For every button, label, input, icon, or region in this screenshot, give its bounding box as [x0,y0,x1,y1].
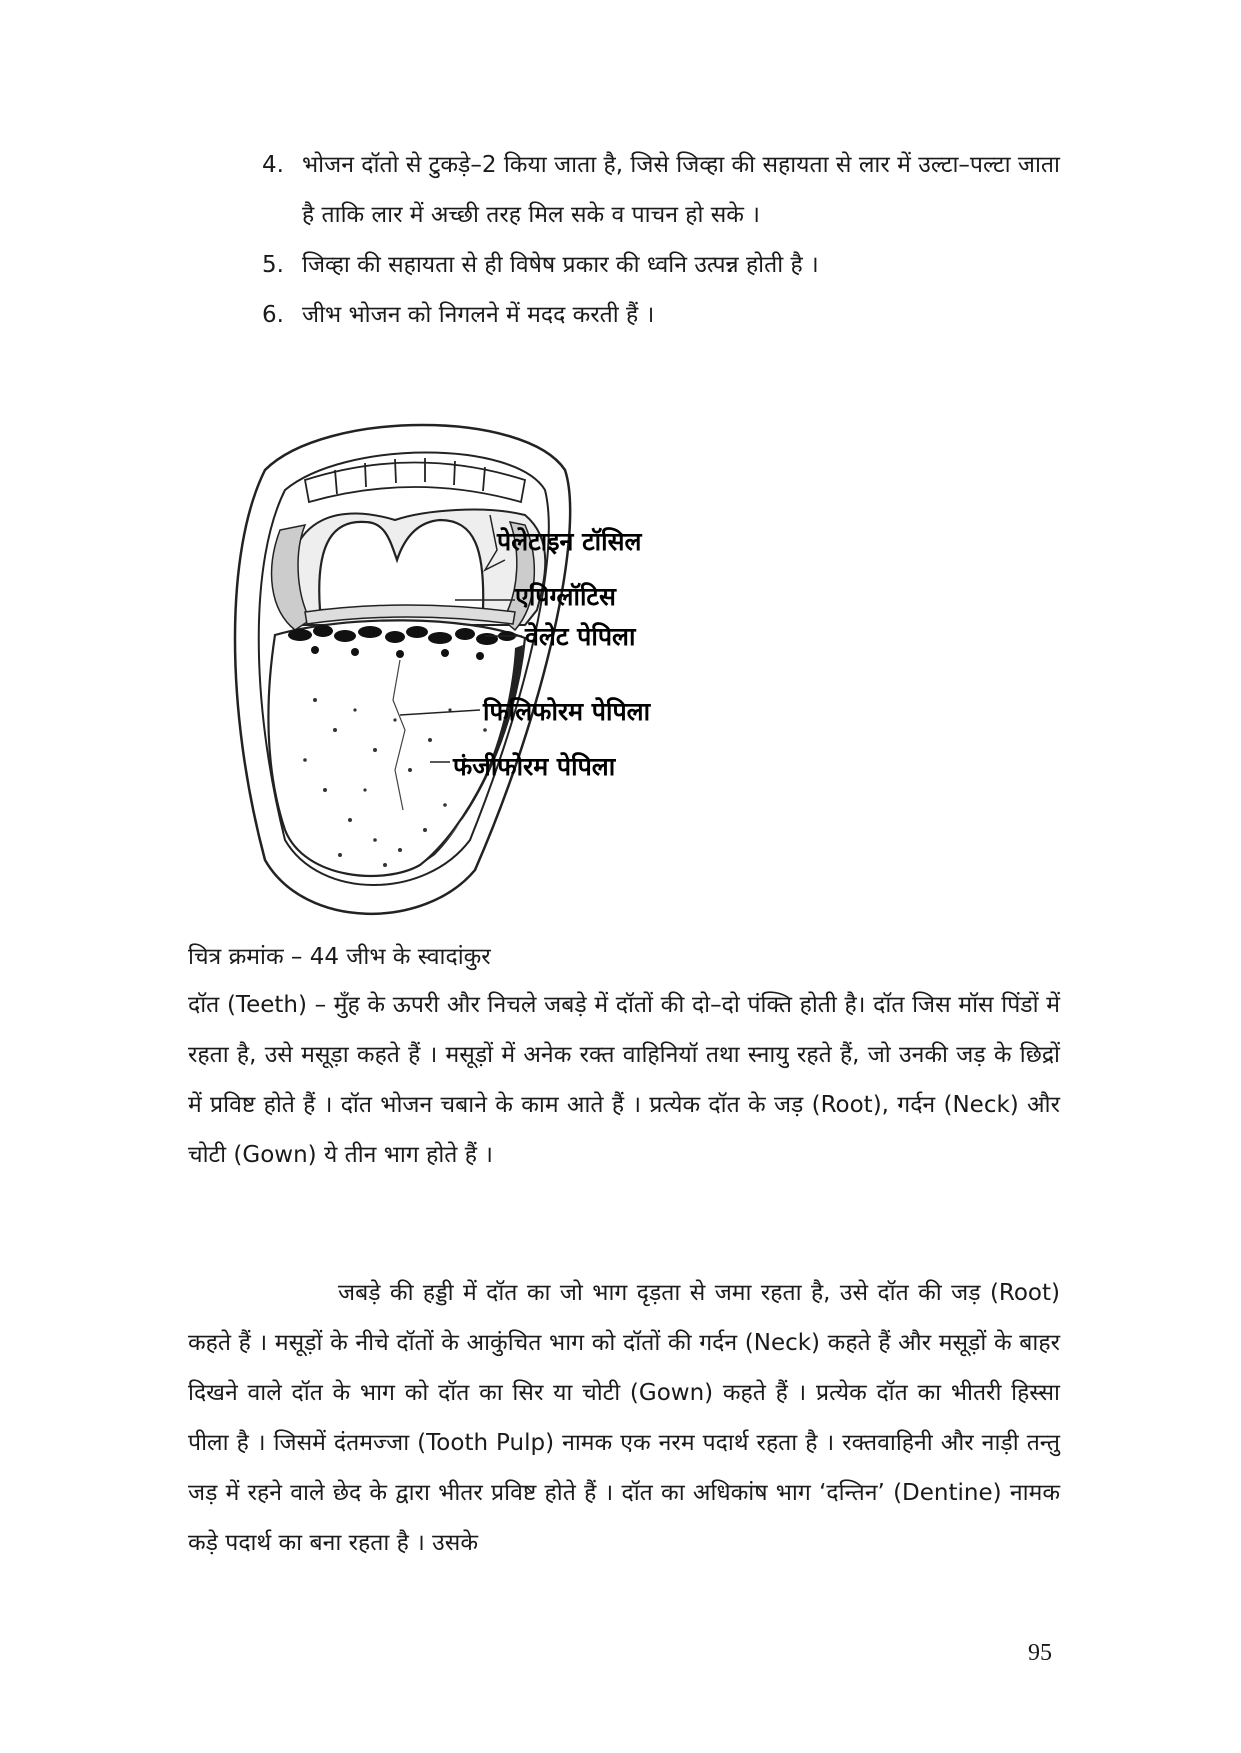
label-epiglottis: एपिग्लॉटिस [515,582,616,611]
list-item [262,140,1060,240]
tongue [268,620,525,876]
list-item [262,240,1060,290]
label-vallate-papilla: वेलेट पेपिला [525,622,636,651]
tongue-diagram [225,410,785,940]
label-filiform-papilla: फिलिफोरम पेपिला [483,697,651,726]
paragraph-teeth: दॉत (Teeth) – मुँह के ऊपरी और निचले जबड़े में दॉतों की दो–दो पंक्ति होती है। दॉत जिस मॉस पिंडों में रहता है, उसे मसूड़ा कहते हैं । मसूड़ों में अनेक रक्त वाहिनियॉ तथा स्नायु रहते हैं, जो उनकी जड़ के छिद्रों में प्रविष्ट होते हैं । दॉत भोजन चबाने के काम आते हैं । प्रत्येक दॉत के जड़ (Root), गर्दन (Neck) और चोटी (Gown) ये तीन भाग होते हैं । [188,992,1060,1168]
paragraph-root: जबड़े की हड्डी में दॉत का जो भाग दृड़ता से जमा रहता है, उसे दॉत की जड़ (Root) कहते हैं । मसूड़ों के नीचे दॉतों के आकुंचित भाग को दॉतों की गर्दन (Neck) कहते हैं और मसूड़ों के बाहर दिखने वाले दॉत के भाग को दॉत का सिर या चोटी (Gown) कहते हैं । प्रत्येक दॉत का भीतरी हिस्सा पीला है । जिसमें दंतमज्जा (Tooth Pulp) नामक एक नरम पदार्थ रहता है । रक्तवाहिनी और नाड़ी तन्तु जड़ में रहने वाले छेद के द्वारा भीतर प्रविष्ट होते हैं । दॉत का अधिकांष भाग ‘दन्तिन’ (Dentine) नामक कड़े पदार्थ का बना रहता है । उसके [188,1280,1060,1556]
list-number: 5. [262,252,284,278]
list-text: भोजन दॉतो से टुकड़े–2 किया जाता है, जिसे जिव्हा की सहायता से लार में उल्टा–पल्टा जाता है ताकि लार में अच्छी तरह मिल सके व पाचन हो सके । [302,152,1060,228]
figure-caption: चित्र क्रमांक – 44 जीभ के स्वादांकुर [188,944,491,970]
page-number: 95 [1028,1640,1052,1666]
list-text: जिव्हा की सहायता से ही विषेष प्रकार की ध्वनि उत्पन्न होती है । [302,252,819,278]
list-text: जीभ भोजन को निगलने में मदद करती हैं । [302,302,655,328]
tongue-diagram-svg [225,410,785,940]
list-number: 4. [262,152,284,178]
label-palatine-tonsil: पेलेटाइन टॉसिल [497,527,642,556]
numbered-list [262,140,1060,340]
label-fungiform-papilla: फंजीफोरम पेपिला [453,752,616,781]
list-number: 6. [262,302,284,328]
list-item [262,290,1060,340]
